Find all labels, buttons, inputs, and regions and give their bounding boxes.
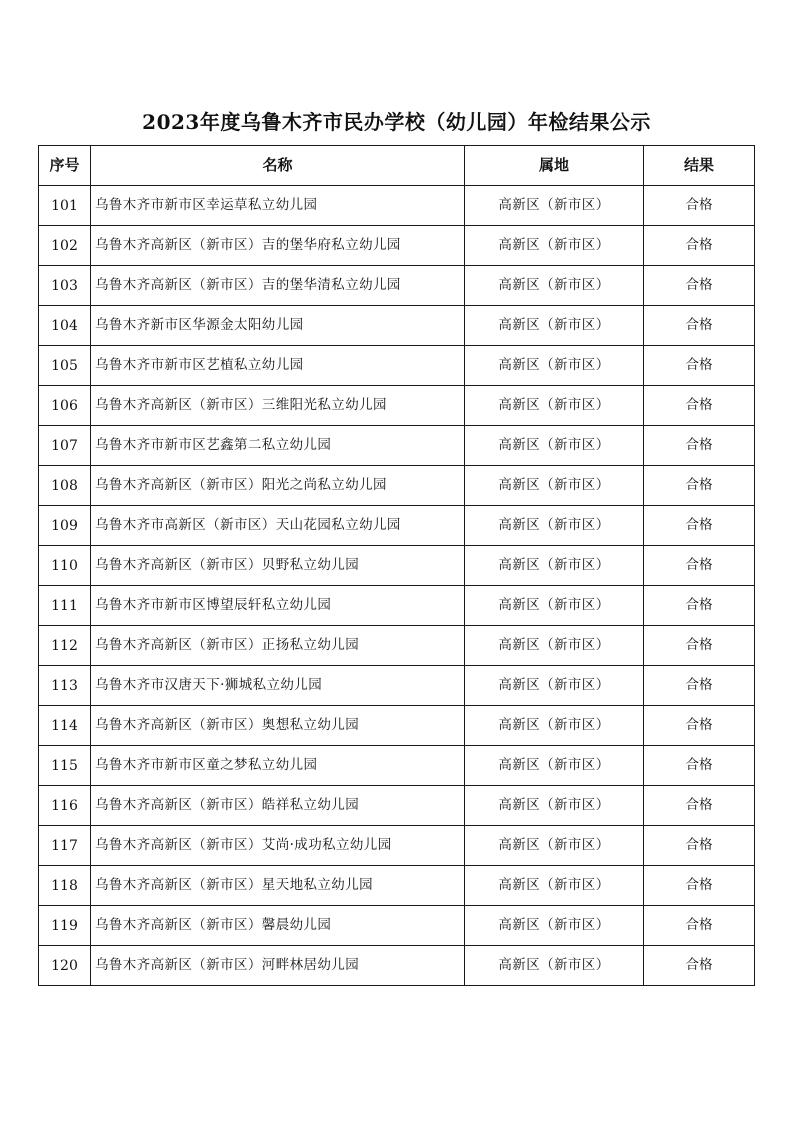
cell-name: 乌鲁木齐市新市区艺鑫第二私立幼儿园 — [91, 426, 465, 466]
cell-result: 合格 — [644, 226, 755, 266]
cell-no: 114 — [39, 706, 91, 746]
cell-area: 高新区（新市区） — [465, 506, 644, 546]
cell-result: 合格 — [644, 706, 755, 746]
cell-result: 合格 — [644, 746, 755, 786]
cell-no: 105 — [39, 346, 91, 386]
results-table — [38, 145, 755, 986]
cell-name: 乌鲁木齐市新市区幸运草私立幼儿园 — [91, 186, 465, 226]
cell-no: 118 — [39, 866, 91, 906]
cell-no: 120 — [39, 946, 91, 986]
cell-area: 高新区（新市区） — [465, 706, 644, 746]
cell-name: 乌鲁木齐市新市区童之梦私立幼儿园 — [91, 746, 465, 786]
cell-result: 合格 — [644, 386, 755, 426]
table-row — [39, 706, 755, 746]
cell-no: 111 — [39, 586, 91, 626]
cell-no: 106 — [39, 386, 91, 426]
cell-area: 高新区（新市区） — [465, 346, 644, 386]
cell-area: 高新区（新市区） — [465, 186, 644, 226]
cell-no: 115 — [39, 746, 91, 786]
cell-name: 乌鲁木齐高新区（新市区）馨晨幼儿园 — [91, 906, 465, 946]
cell-area: 高新区（新市区） — [465, 626, 644, 666]
cell-name: 乌鲁木齐高新区（新市区）阳光之尚私立幼儿园 — [91, 466, 465, 506]
cell-area: 高新区（新市区） — [465, 226, 644, 266]
cell-area: 高新区（新市区） — [465, 266, 644, 306]
table-row — [39, 306, 755, 346]
cell-result: 合格 — [644, 466, 755, 506]
table-row — [39, 546, 755, 586]
cell-result: 合格 — [644, 906, 755, 946]
cell-result: 合格 — [644, 346, 755, 386]
cell-result: 合格 — [644, 786, 755, 826]
cell-name: 乌鲁木齐高新区（新市区）正扬私立幼儿园 — [91, 626, 465, 666]
cell-no: 119 — [39, 906, 91, 946]
cell-area: 高新区（新市区） — [465, 586, 644, 626]
cell-name: 乌鲁木齐高新区（新市区）河畔林居幼儿园 — [91, 946, 465, 986]
cell-area: 高新区（新市区） — [465, 786, 644, 826]
cell-result: 合格 — [644, 546, 755, 586]
cell-area: 高新区（新市区） — [465, 906, 644, 946]
page-title: 2023年度乌鲁木齐市民办学校（幼儿园）年检结果公示 — [142, 110, 651, 134]
table-row — [39, 506, 755, 546]
table-row — [39, 386, 755, 426]
cell-result: 合格 — [644, 586, 755, 626]
cell-area: 高新区（新市区） — [465, 426, 644, 466]
table-row — [39, 426, 755, 466]
cell-result: 合格 — [644, 866, 755, 906]
cell-no: 113 — [39, 666, 91, 706]
table-row — [39, 746, 755, 786]
table-row — [39, 466, 755, 506]
cell-name: 乌鲁木齐高新区（新市区）吉的堡华清私立幼儿园 — [91, 266, 465, 306]
cell-no: 102 — [39, 226, 91, 266]
cell-result: 合格 — [644, 306, 755, 346]
cell-area: 高新区（新市区） — [465, 746, 644, 786]
cell-no: 109 — [39, 506, 91, 546]
cell-area: 高新区（新市区） — [465, 306, 644, 346]
cell-name: 乌鲁木齐高新区（新市区）贝野私立幼儿园 — [91, 546, 465, 586]
table-row — [39, 786, 755, 826]
cell-name: 乌鲁木齐高新区（新市区）奥想私立幼儿园 — [91, 706, 465, 746]
cell-name: 乌鲁木齐市新市区博望辰轩私立幼儿园 — [91, 586, 465, 626]
table-row — [39, 586, 755, 626]
cell-name: 乌鲁木齐市汉唐天下·狮城私立幼儿园 — [91, 666, 465, 706]
table-row — [39, 866, 755, 906]
cell-name: 乌鲁木齐新市区华源金太阳幼儿园 — [91, 306, 465, 346]
table-row — [39, 266, 755, 306]
table-row — [39, 226, 755, 266]
cell-area: 高新区（新市区） — [465, 826, 644, 866]
cell-area: 高新区（新市区） — [465, 866, 644, 906]
cell-area: 高新区（新市区） — [465, 946, 644, 986]
cell-no: 103 — [39, 266, 91, 306]
cell-no: 107 — [39, 426, 91, 466]
table-row — [39, 666, 755, 706]
table-row — [39, 186, 755, 226]
cell-no: 117 — [39, 826, 91, 866]
table-body — [39, 186, 755, 986]
cell-area: 高新区（新市区） — [465, 466, 644, 506]
table-row — [39, 346, 755, 386]
cell-name: 乌鲁木齐市新市区艺植私立幼儿园 — [91, 346, 465, 386]
cell-result: 合格 — [644, 626, 755, 666]
cell-result: 合格 — [644, 666, 755, 706]
column-header-result: 结果 — [644, 146, 755, 186]
column-header-name: 名称 — [91, 146, 465, 186]
cell-result: 合格 — [644, 506, 755, 546]
cell-area: 高新区（新市区） — [465, 666, 644, 706]
cell-name: 乌鲁木齐高新区（新市区）星天地私立幼儿园 — [91, 866, 465, 906]
cell-no: 104 — [39, 306, 91, 346]
column-header-area: 属地 — [465, 146, 644, 186]
cell-result: 合格 — [644, 426, 755, 466]
cell-area: 高新区（新市区） — [465, 386, 644, 426]
table-row — [39, 906, 755, 946]
table-header-row — [39, 146, 755, 186]
cell-name: 乌鲁木齐高新区（新市区）三维阳光私立幼儿园 — [91, 386, 465, 426]
table-row — [39, 626, 755, 666]
cell-result: 合格 — [644, 186, 755, 226]
table-row — [39, 946, 755, 986]
cell-name: 乌鲁木齐高新区（新市区）吉的堡华府私立幼儿园 — [91, 226, 465, 266]
cell-name: 乌鲁木齐高新区（新市区）皓祥私立幼儿园 — [91, 786, 465, 826]
cell-no: 101 — [39, 186, 91, 226]
cell-result: 合格 — [644, 946, 755, 986]
column-header-no: 序号 — [39, 146, 91, 186]
cell-name: 乌鲁木齐高新区（新市区）艾尚·成功私立幼儿园 — [91, 826, 465, 866]
cell-no: 110 — [39, 546, 91, 586]
cell-name: 乌鲁木齐市高新区（新市区）天山花园私立幼儿园 — [91, 506, 465, 546]
cell-no: 112 — [39, 626, 91, 666]
cell-area: 高新区（新市区） — [465, 546, 644, 586]
cell-result: 合格 — [644, 266, 755, 306]
cell-no: 108 — [39, 466, 91, 506]
cell-result: 合格 — [644, 826, 755, 866]
cell-no: 116 — [39, 786, 91, 826]
table-row — [39, 826, 755, 866]
